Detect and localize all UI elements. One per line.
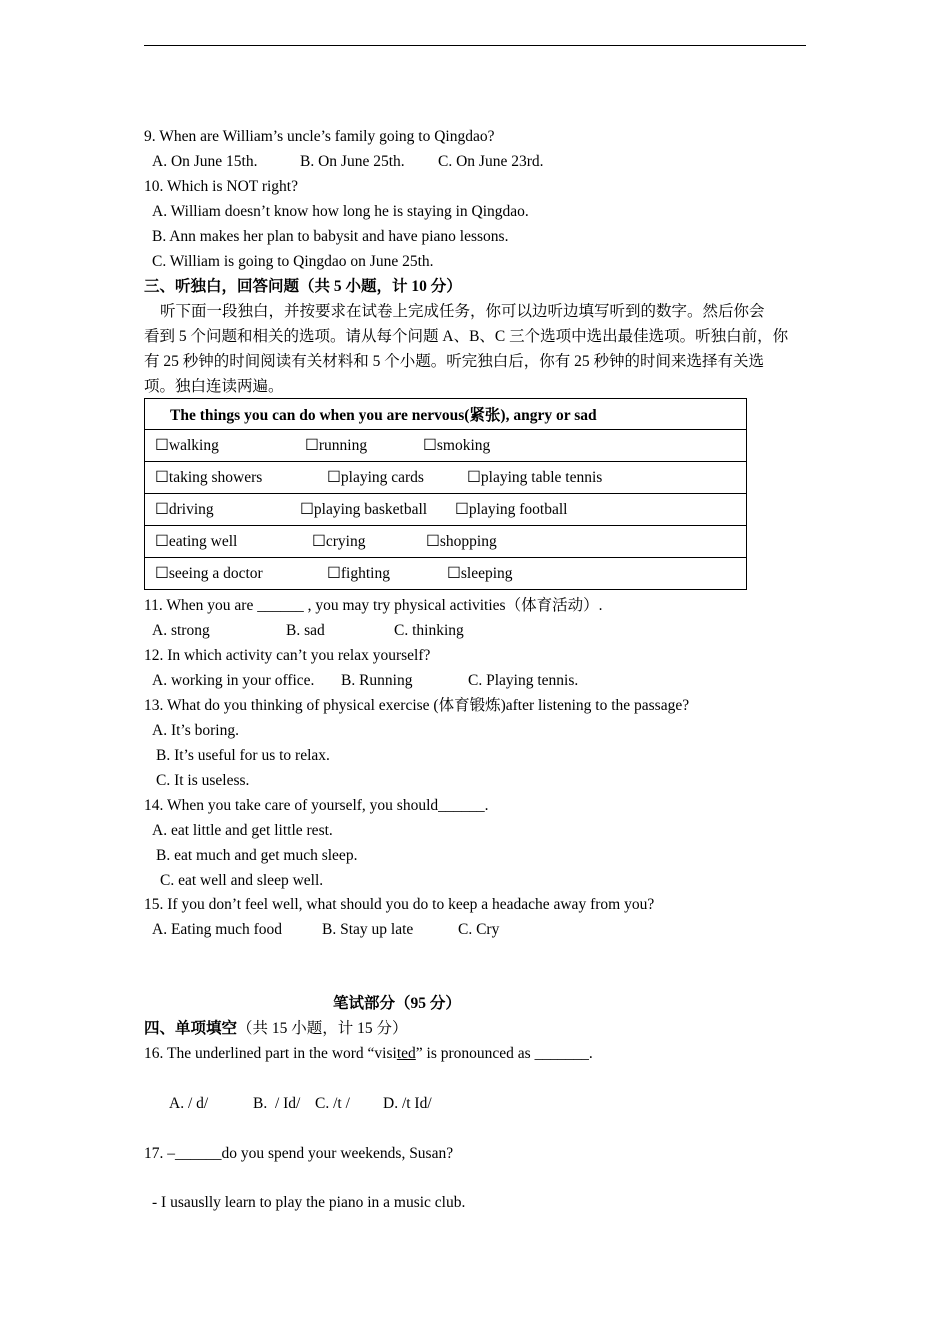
activity-item: ☐seeing a doctor [155, 564, 263, 582]
q9-option-c: C. On June 23rd. [438, 153, 544, 170]
q15-option-c: C. Cry [458, 921, 500, 938]
section3-instruction-line: 听下面一段独白，并按要求在试卷上完成任务，你可以边听边填写听到的数字。然后你会 [160, 303, 765, 320]
q15-stem: 15. If you don’t feel well, what should you do to keep a headache away from you? [144, 896, 655, 913]
q16-option-c: C. /t / [315, 1095, 350, 1112]
q14-stem: 14. When you take care of yourself, you should______. [144, 797, 489, 814]
section3-instruction-line: 有 25 秒钟的时间阅读有关材料和 5 个小题。听完独白后，你有 25 秒钟的时间来选择有关选 [144, 353, 765, 370]
activity-item: ☐playing football [455, 500, 568, 518]
written-part-title: 笔试部分（95 分） [333, 995, 461, 1012]
activity-item: ☐eating well [155, 532, 238, 550]
activities-table [144, 398, 747, 590]
q16-option-d: D. /t Id/ [383, 1095, 432, 1112]
q9-option-b: B. On June 25th. [300, 153, 405, 170]
q14-option-a: A. eat little and get little rest. [152, 822, 333, 839]
q10-option-b: B. Ann makes her plan to babysit and have piano lessons. [152, 228, 509, 245]
q11-option-a: A. strong [152, 622, 210, 639]
q16-stem [144, 1044, 593, 1064]
table-row [145, 462, 747, 494]
q16-stem-post: ” is pronounced as _______. [415, 1045, 593, 1062]
q17-reply: - I usauslly learn to play the piano in a music club. [152, 1194, 466, 1211]
activity-item: ☐walking [155, 436, 219, 454]
q13-option-c: C. It is useless. [156, 772, 250, 789]
q11-stem: 11. When you are ______ , you may try physical activities（体育活动）. [144, 597, 603, 614]
activity-item: ☐running [305, 436, 368, 454]
q10-option-a: A. William doesn’t know how long he is staying in Qingdao. [152, 203, 529, 220]
q16-option-b: B. / Id/ [253, 1095, 301, 1112]
q12-stem: 12. In which activity can’t you relax yourself? [144, 647, 431, 664]
activity-item: ☐sleeping [447, 564, 513, 582]
q16-option-a: A. / d/ [169, 1095, 209, 1112]
q10-stem: 10. Which is NOT right? [144, 178, 298, 195]
q16-underlined-part: ted [396, 1045, 416, 1062]
q14-option-c: C. eat well and sleep well. [160, 872, 324, 889]
q10-option-c: C. William is going to Qingdao on June 25th. [152, 253, 434, 270]
section4-title [144, 1019, 408, 1039]
activity-item: ☐playing basketball [300, 500, 428, 518]
section3-title: 三、听独白，回答问题（共 5 小题，计 10 分） [144, 278, 462, 295]
activity-item: ☐taking showers [155, 468, 263, 486]
table-row [145, 558, 747, 590]
activity-item: ☐fighting [327, 564, 390, 582]
q12-option-b: B. Running [341, 672, 413, 689]
header-rule [144, 45, 806, 46]
q15-option-b: B. Stay up late [322, 921, 414, 938]
table-row [145, 430, 747, 462]
activity-item: ☐playing cards [327, 468, 424, 486]
q15-option-a: A. Eating much food [152, 921, 283, 938]
section3-instruction-line: 看到 5 个问题和相关的选项。请从每个问题 A、B、C 三个选项中选出最佳选项。听独白前，你 [144, 328, 789, 345]
q17-stem: 17. –______do you spend your weekends, Susan? [144, 1145, 454, 1162]
q12-option-a: A. working in your office. [152, 672, 315, 689]
activity-item: ☐driving [155, 500, 214, 518]
activity-item: ☐playing table tennis [467, 468, 603, 486]
q11-option-b: B. sad [286, 622, 325, 639]
q9-option-a: A. On June 15th. [152, 153, 258, 170]
q9-stem: 9. When are William’s uncle’s family going to Qingdao? [144, 128, 495, 145]
table-row [145, 494, 747, 526]
activities-table-header: The things you can do when you are nervous(紧张), angry or sad [145, 399, 747, 430]
q13-option-a: A. It’s boring. [152, 722, 239, 739]
section4-title-bold: 四、单项填空 [144, 1020, 238, 1037]
activity-item: ☐crying [312, 532, 366, 550]
q14-option-b: B. eat much and get much sleep. [156, 847, 358, 864]
activity-item: ☐shopping [426, 532, 497, 550]
table-row [145, 526, 747, 558]
q13-option-b: B. It’s useful for us to relax. [156, 747, 330, 764]
q16-stem-pre: 16. The underlined part in the word “visi [144, 1045, 397, 1062]
activity-item: ☐smoking [423, 436, 491, 454]
section4-title-rest: （共 15 小题，计 15 分） [237, 1020, 408, 1037]
q11-option-c: C. thinking [394, 622, 464, 639]
section3-instruction-line: 项。独白连读两遍。 [144, 378, 284, 395]
q13-stem: 13. What do you thinking of physical exercise (体育锻炼)after listening to the passage? [144, 697, 690, 714]
q12-option-c: C. Playing tennis. [468, 672, 579, 689]
